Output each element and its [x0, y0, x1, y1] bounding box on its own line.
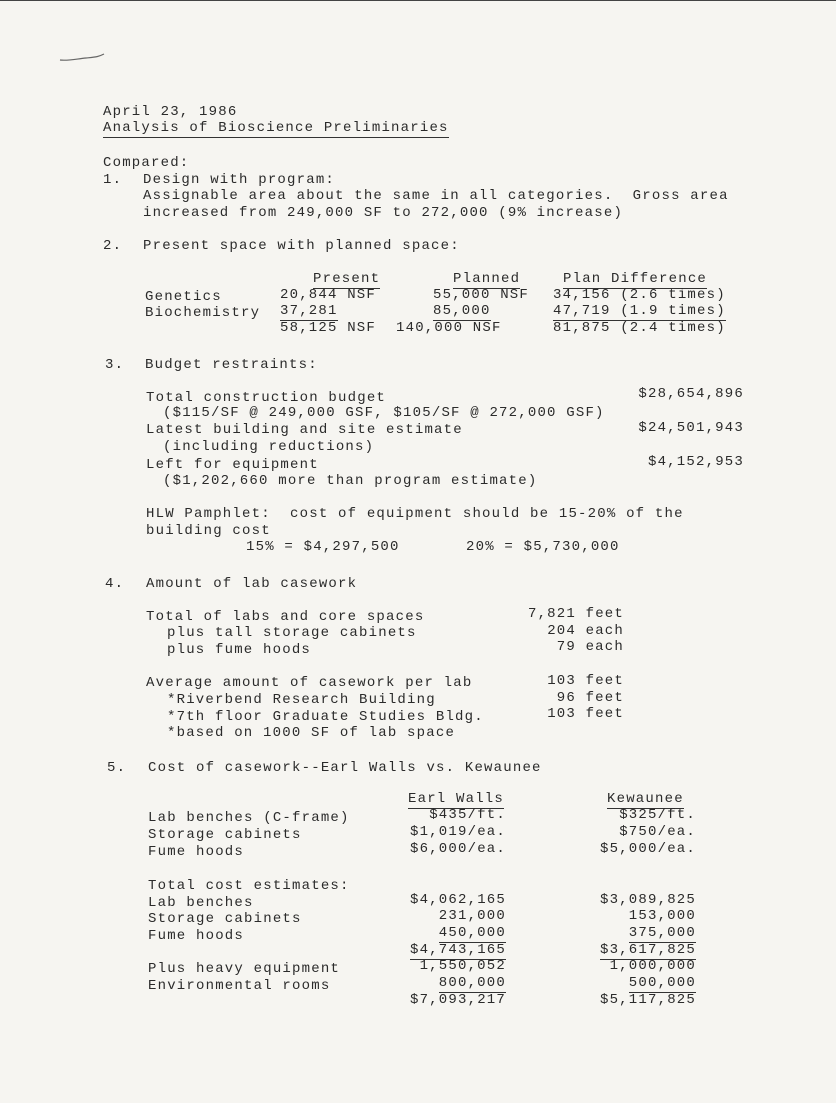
casework-value: 204 each: [547, 623, 624, 639]
unit-cost-label: Fume hoods: [148, 844, 245, 860]
section-5-heading: Cost of casework--Earl Walls vs. Kewaunee: [148, 760, 542, 776]
casework-label: *7th floor Graduate Studies Bldg.: [167, 709, 484, 725]
section-4-heading: Amount of lab casework: [146, 576, 358, 592]
casework-label: *Riverbend Research Building: [167, 692, 436, 708]
pen-mark: [58, 52, 106, 64]
budget-note: ($1,202,660 more than program estimate): [163, 473, 538, 489]
section-4-number: 4.: [105, 576, 125, 592]
extra-cost-ew: 800,000: [438, 975, 506, 991]
cost-label: Lab benches: [148, 895, 254, 911]
section-2-number: 2.: [103, 238, 123, 254]
table-cell: 34,156 (2.6 times): [553, 287, 726, 303]
cost-kw: $3,089,825: [599, 892, 696, 908]
budget-note: (including reductions): [163, 439, 375, 455]
subtotal-ew: $4,743,165: [409, 942, 506, 958]
budget-value: $4,152,953: [647, 454, 744, 470]
table-cell: 47,719 (1.9 times): [553, 303, 726, 319]
percent-20: 20% = $5,730,000: [466, 539, 620, 555]
budget-label: Left for equipment: [146, 457, 319, 473]
cost-kw: 375,000: [628, 925, 696, 941]
cost-ew: 231,000: [438, 908, 506, 924]
casework-value: 7,821 feet: [527, 606, 624, 622]
casework-value: 103 feet: [547, 706, 624, 722]
section-1-line: increased from 249,000 SF to 272,000 (9% increase): [143, 205, 624, 221]
grand-total-kw: $5,117,825: [599, 992, 696, 1008]
casework-value: 103 feet: [547, 673, 624, 689]
extra-cost-kw: 500,000: [628, 975, 696, 991]
column-header-present: Present: [313, 271, 381, 287]
extra-cost-label: Plus heavy equipment: [148, 961, 341, 977]
casework-label: plus fume hoods: [167, 642, 312, 658]
hlw-pamphlet-line: building cost: [146, 523, 271, 539]
page-edge: [0, 0, 836, 1]
casework-label: plus tall storage cabinets: [167, 625, 417, 641]
table-cell: 37,281: [280, 303, 338, 319]
section-3-heading: Budget restraints:: [145, 357, 318, 373]
unit-cost-kw: $5,000/ea.: [599, 841, 696, 857]
casework-value: 79 each: [556, 639, 624, 655]
extra-cost-ew: 1,550,052: [419, 958, 506, 974]
table-cell: 85,000: [433, 303, 491, 319]
budget-value: $28,654,896: [638, 386, 744, 402]
table-cell: 55,000 NSF: [433, 287, 530, 303]
cost-ew: $4,062,165: [409, 892, 506, 908]
section-3-number: 3.: [105, 357, 125, 373]
unit-cost-label: Lab benches (C-frame): [148, 810, 350, 826]
casework-note: *based on 1000 SF of lab space: [167, 725, 456, 741]
unit-cost-kw: $750/ea.: [619, 824, 696, 840]
section-5-number: 5.: [107, 760, 127, 776]
table-row-label: Biochemistry: [145, 305, 261, 321]
column-header-difference: Plan Difference: [563, 271, 708, 287]
unit-cost-kw: $325/ft.: [619, 807, 696, 823]
cost-kw: 153,000: [628, 908, 696, 924]
column-header-kewaunee: Kewaunee: [607, 791, 684, 807]
extra-cost-kw: 1,000,000: [609, 958, 696, 974]
budget-value: $24,501,943: [638, 420, 744, 436]
totals-heading: Total cost estimates:: [148, 878, 350, 894]
section-1-number: 1.: [103, 172, 123, 188]
memo-title: Analysis of Bioscience Preliminaries: [103, 120, 449, 136]
budget-label: Total construction budget: [146, 390, 387, 406]
unit-cost-ew: $1,019/ea.: [409, 824, 506, 840]
budget-label: Latest building and site estimate: [146, 422, 463, 438]
table-cell: 20,844 NSF: [280, 287, 377, 303]
column-header-earl-walls: Earl Walls: [408, 791, 505, 807]
casework-value: 96 feet: [556, 690, 624, 706]
unit-cost-ew: $435/ft.: [429, 807, 506, 823]
table-total: 81,875 (2.4 times): [553, 320, 726, 336]
table-total: 58,125 NSF: [280, 320, 377, 336]
cost-ew: 450,000: [438, 925, 506, 941]
section-1-heading: Design with program:: [143, 172, 336, 188]
compared-label: Compared:: [103, 155, 190, 171]
table-row-label: Genetics: [145, 289, 222, 305]
casework-label: Average amount of casework per lab: [146, 675, 473, 691]
cost-label: Storage cabinets: [148, 911, 302, 927]
section-2-heading: Present space with planned space:: [143, 238, 460, 254]
memo-date: April 23, 1986: [103, 104, 238, 120]
percent-15: 15% = $4,297,500: [246, 539, 400, 555]
unit-cost-ew: $6,000/ea.: [409, 841, 506, 857]
section-1-line: Assignable area about the same in all categories. Gross area: [143, 188, 729, 204]
subtotal-kw: $3,617,825: [599, 942, 696, 958]
table-total: 140,000 NSF: [396, 320, 502, 336]
column-header-planned: Planned: [453, 271, 521, 287]
casework-label: Total of labs and core spaces: [146, 609, 425, 625]
extra-cost-label: Environmental rooms: [148, 978, 331, 994]
budget-note: ($115/SF @ 249,000 GSF, $105/SF @ 272,000 GSF): [163, 405, 605, 421]
unit-cost-label: Storage cabinets: [148, 827, 302, 843]
grand-total-ew: $7,093,217: [409, 992, 506, 1008]
hlw-pamphlet-line: HLW Pamphlet: cost of equipment should be 15-20% of the: [146, 506, 684, 522]
cost-label: Fume hoods: [148, 928, 245, 944]
